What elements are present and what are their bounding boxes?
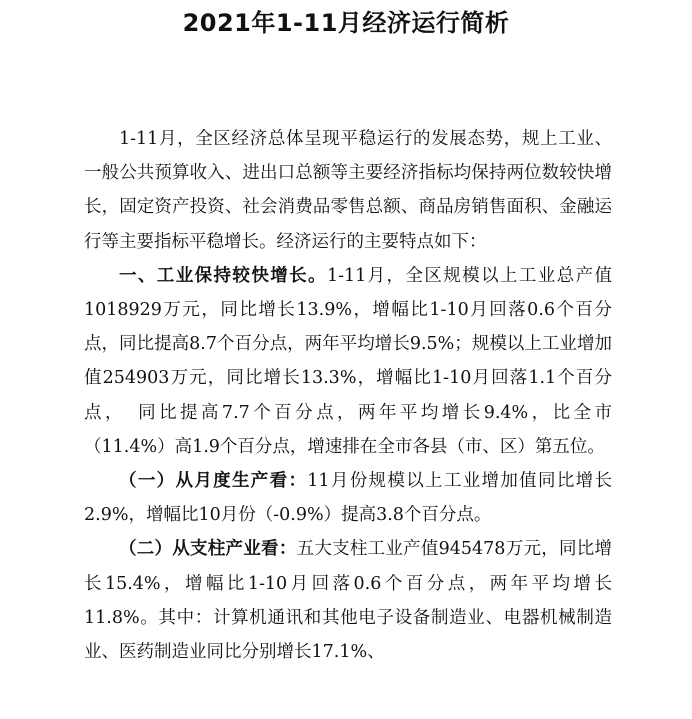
paragraph-intro: [84, 122, 612, 259]
paragraph-intro-text: 1-11月，全区经济总体呈现平稳运行的发展态势，规上工业、一般公共预算收入、进出口总额等主要经济指标均保持两位数较快增长，固定资产投资、社会消费品零售总额、商品房销售面积、金融运行等主要指标平稳增长。经济运行的主要特点如下：: [84, 129, 612, 252]
subsection-heading-monthly: （一）从月度生产看：: [119, 471, 308, 492]
paragraph-pillar-text: 五大支柱工业产值945478万元，同比增长15.4%，增幅比1-10月回落0.6个百分点，两年平均增长11.8%。其中：计算机通讯和其他电子设备制造业、电器机械制造业、医药制造业同比分别增长17.1%、: [84, 539, 612, 663]
paragraph-industry: [84, 259, 612, 464]
document-body: [84, 122, 612, 669]
paragraph-industry-text: 1-11月，全区规模以上工业总产值1018929万元，同比增长13.9%，增幅比1-10月回落0.6个百分点，同比提高8.7个百分点，两年平均增长9.5%；规模以上工业增加值254903万元，同比增长13.3%，增幅比1-10月回落1.1个百分点， 同比提高7.7个百分点，两年平均增长9.4%，比全市（11.4%）高1.9个百分点，增速排在全市各县（市、区）第五位。: [84, 265, 612, 457]
paragraph-monthly: [84, 464, 612, 532]
section-heading-industry: 一、工业保持较快增长。: [119, 265, 327, 286]
paragraph-pillar: [84, 532, 612, 669]
document-title: 2021年1-11月经济运行简析: [182, 9, 510, 37]
paragraph-monthly-text: 11月份规模以上工业增加值同比增长2.9%，增幅比10月份（-0.9%）提高3.8个百分点。: [84, 471, 612, 526]
subsection-heading-pillar: （二）从支柱产业看：: [119, 539, 297, 560]
